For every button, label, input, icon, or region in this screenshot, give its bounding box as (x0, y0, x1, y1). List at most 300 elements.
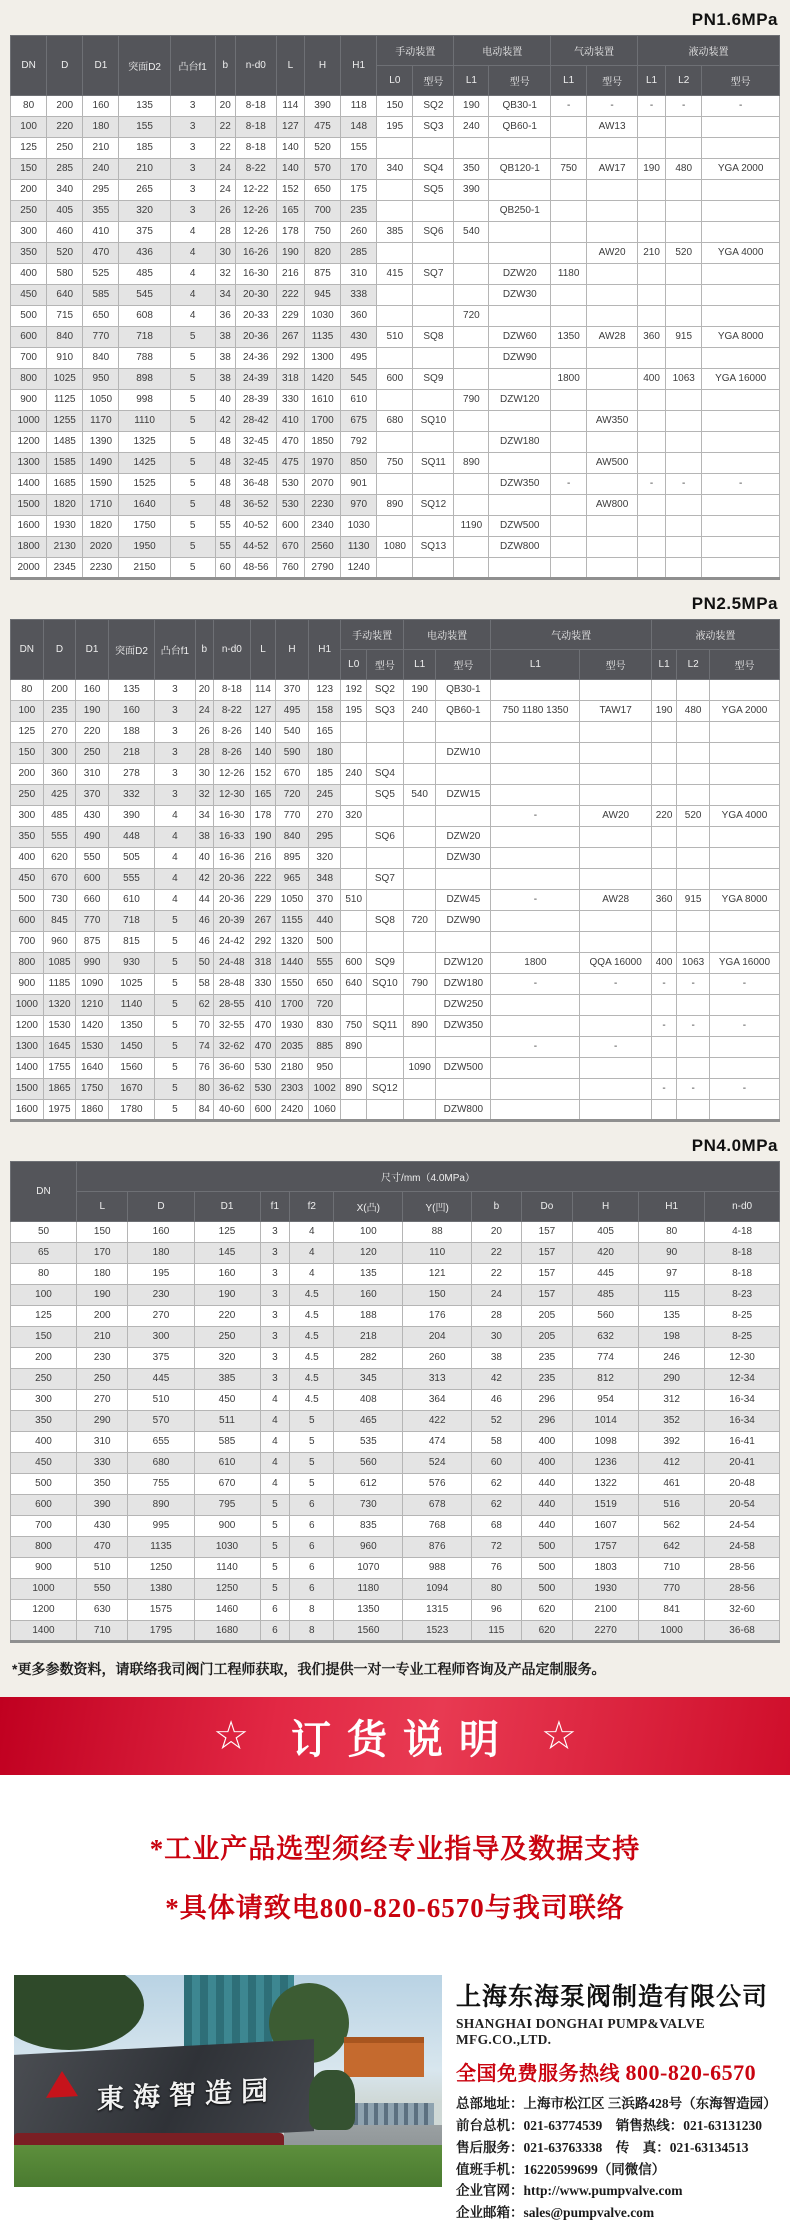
column-header: L (276, 36, 304, 96)
table-row (11, 1600, 780, 1621)
table-cell: 800 (11, 953, 44, 974)
table-cell: 965 (276, 869, 309, 890)
table-cell: 1485 (47, 432, 83, 453)
table-cell: 1014 (573, 1411, 639, 1432)
table-cell: DZW800 (436, 1100, 491, 1121)
table-cell (587, 474, 638, 495)
table-cell (651, 911, 676, 932)
table-cell (651, 869, 676, 890)
table-cell: 495 (341, 348, 377, 369)
column-header: 凸台f1 (155, 620, 196, 680)
column-header: X(凸) (334, 1192, 403, 1222)
table-cell (491, 764, 580, 785)
table-cell: 5 (290, 1474, 334, 1495)
table-cell (702, 201, 780, 222)
table-cell: DZW350 (436, 1016, 491, 1037)
table-cell: 535 (334, 1432, 403, 1453)
table-cell: 100 (11, 117, 47, 138)
table-row (11, 1474, 780, 1495)
table-cell: 730 (43, 890, 76, 911)
company-logo-icon (46, 2070, 78, 2098)
table-row (11, 495, 780, 516)
table-cell: 1063 (677, 953, 710, 974)
footer-section (0, 1775, 790, 2224)
table-row (11, 537, 780, 558)
table-cell (677, 680, 710, 701)
note-text: *更多参数资料，请联络我司阀门工程师获取，我们提供一对一专业工程师咨询及产品定制服务。 (12, 1661, 606, 1677)
table-cell: 835 (334, 1516, 403, 1537)
table-cell (377, 243, 413, 264)
table-cell (702, 516, 780, 537)
table-row (11, 1390, 780, 1411)
table-cell: 700 (304, 201, 340, 222)
column-header: D (47, 36, 83, 96)
table-cell: 60 (215, 558, 235, 579)
table-cell: 1400 (11, 1058, 44, 1079)
table-cell (366, 890, 403, 911)
table-cell (454, 285, 489, 306)
table-cell: 20-39 (213, 911, 250, 932)
table-cell: 1140 (194, 1558, 260, 1579)
table-cell: 310 (76, 764, 109, 785)
table-cell (587, 432, 638, 453)
table-cell: 485 (573, 1285, 639, 1306)
table-cell: 4 (155, 806, 196, 827)
table-cell: 345 (334, 1369, 403, 1390)
table-cell (702, 222, 780, 243)
table-cell: 390 (304, 96, 340, 117)
table-cell: 160 (194, 1264, 260, 1285)
table-cell (709, 827, 779, 848)
table-cell (587, 537, 638, 558)
column-header: b (215, 36, 235, 96)
table-cell: 900 (11, 1558, 77, 1579)
table-cell (666, 537, 702, 558)
table-cell: 680 (128, 1453, 194, 1474)
table-cell: SQ2 (413, 96, 454, 117)
table-cell: DZW90 (489, 348, 551, 369)
table-cell (454, 474, 489, 495)
table-cell: 180 (128, 1243, 194, 1264)
table-cell: 461 (639, 1474, 705, 1495)
table-cell: 235 (43, 701, 76, 722)
table-cell: 400 (521, 1453, 572, 1474)
table-cell: 4 (170, 222, 215, 243)
table-cell (413, 474, 454, 495)
table-cell: 250 (11, 785, 44, 806)
table-cell: 198 (639, 1327, 705, 1348)
table-cell: DZW90 (436, 911, 491, 932)
table-cell: 850 (341, 453, 377, 474)
table-cell: 1255 (47, 411, 83, 432)
table-cell (666, 222, 702, 243)
table-cell: 100 (11, 1285, 77, 1306)
table-cell (413, 558, 454, 579)
table-cell: 990 (76, 953, 109, 974)
table-cell: 190 (194, 1285, 260, 1306)
table-cell: 20-33 (235, 306, 276, 327)
table-cell (403, 953, 436, 974)
table-cell: 188 (108, 722, 154, 743)
table-cell (580, 785, 651, 806)
table-cell: 1803 (573, 1558, 639, 1579)
table-cell: 1607 (573, 1516, 639, 1537)
column-header: b (472, 1192, 522, 1222)
column-header: f1 (260, 1192, 290, 1222)
order-banner (0, 1697, 790, 1775)
table-cell (702, 138, 780, 159)
table-cell: 390 (77, 1495, 128, 1516)
table-cell: 620 (521, 1621, 572, 1642)
table-cell: 5 (170, 474, 215, 495)
table-cell: 292 (276, 348, 304, 369)
table-cell: 20 (215, 96, 235, 117)
table-cell: 4 (260, 1474, 290, 1495)
table-cell: TAW17 (580, 701, 651, 722)
table-cell: 2130 (47, 537, 83, 558)
table-cell: 1155 (276, 911, 309, 932)
table-cell: 5 (290, 1411, 334, 1432)
table-cell (491, 1016, 580, 1037)
table-cell: 5 (260, 1558, 290, 1579)
table-cell: 500 (521, 1579, 572, 1600)
table-cell: 205 (521, 1327, 572, 1348)
table-cell: 710 (77, 1621, 128, 1642)
table-cell: 1030 (194, 1537, 260, 1558)
column-header: 气动装置 (491, 620, 652, 650)
table-cell: 5 (290, 1432, 334, 1453)
table-cell: 1525 (119, 474, 170, 495)
table-cell: 229 (276, 306, 304, 327)
table-row (11, 764, 780, 785)
table-cell (677, 722, 710, 743)
table-cell: 576 (403, 1474, 472, 1495)
contact-line: 企业官网：http://www.pumpvalve.com (456, 2183, 683, 2199)
table-row (11, 264, 780, 285)
table-cell: 4 (170, 243, 215, 264)
table-cell: 180 (77, 1264, 128, 1285)
table-row (11, 785, 780, 806)
table-cell: 235 (521, 1369, 572, 1390)
table-cell (702, 306, 780, 327)
table-cell: DZW30 (489, 285, 551, 306)
column-header: DN (11, 620, 44, 680)
table-cell: 140 (250, 722, 275, 743)
column-header: L1 (651, 650, 676, 680)
table-cell: 80 (11, 1264, 77, 1285)
table-cell: SQ3 (413, 117, 454, 138)
table-cell: 310 (77, 1432, 128, 1453)
table-cell: 58 (195, 974, 213, 995)
table-cell (580, 743, 651, 764)
table-row (11, 1453, 780, 1474)
table-cell: 830 (308, 1016, 341, 1037)
table-cell (709, 995, 779, 1016)
column-header: 气动装置 (551, 36, 638, 66)
table-cell: 160 (76, 680, 109, 701)
table-cell: 3 (155, 785, 196, 806)
table-cell (436, 1079, 491, 1100)
table-cell: 670 (276, 764, 309, 785)
table-cell (637, 453, 665, 474)
table-cell: AW20 (580, 806, 651, 827)
table-cell: 246 (639, 1348, 705, 1369)
table-cell: 235 (521, 1348, 572, 1369)
table-cell: 876 (403, 1537, 472, 1558)
table-cell: 1090 (76, 974, 109, 995)
table-cell: 412 (639, 1453, 705, 1474)
table-cell: 2790 (304, 558, 340, 579)
table-cell: 32-45 (235, 453, 276, 474)
table-cell (580, 1079, 651, 1100)
table-cell (580, 932, 651, 953)
column-header: Y(凹) (403, 1192, 472, 1222)
table-cell: 1795 (128, 1621, 194, 1642)
table-cell: 4 (290, 1222, 334, 1243)
table-cell (677, 869, 710, 890)
table-cell: 1380 (128, 1579, 194, 1600)
table-cell: 700 (11, 932, 44, 953)
table-cell: 500 (11, 890, 44, 911)
table-cell (677, 995, 710, 1016)
table-cell: 42 (195, 869, 213, 890)
table-cell: AW28 (580, 890, 651, 911)
table-cell: 28 (215, 222, 235, 243)
table-cell (491, 995, 580, 1016)
table-cell (377, 306, 413, 327)
table-cell: 480 (677, 701, 710, 722)
table-cell: 670 (43, 869, 76, 890)
table-cell: SQ10 (366, 974, 403, 995)
table-cell: 152 (250, 764, 275, 785)
table-cell: 296 (521, 1390, 572, 1411)
table-cell (637, 285, 665, 306)
table-cell (341, 911, 366, 932)
table-cell: 32 (215, 264, 235, 285)
table-cell: 540 (403, 785, 436, 806)
column-header: L1 (491, 650, 580, 680)
table-cell: 190 (403, 680, 436, 701)
table-cell: 55 (215, 537, 235, 558)
table-cell (341, 869, 366, 890)
table-cell (651, 785, 676, 806)
table-cell: 1930 (47, 516, 83, 537)
table-cell (587, 222, 638, 243)
table-cell: 40 (195, 848, 213, 869)
table-cell: 3 (260, 1327, 290, 1348)
table-cell: 1500 (11, 1079, 44, 1100)
table-cell: 8-18 (705, 1264, 780, 1285)
table-cell: 80 (195, 1079, 213, 1100)
table-cell: 390 (454, 180, 489, 201)
table-cell: QB30-1 (436, 680, 491, 701)
column-header: 型号 (709, 650, 779, 680)
table-cell (709, 680, 779, 701)
table-cell: 5 (260, 1495, 290, 1516)
table-cell: 140 (276, 159, 304, 180)
table-cell (702, 348, 780, 369)
table-cell: 80 (639, 1222, 705, 1243)
table-cell: 480 (666, 159, 702, 180)
table-cell: 510 (341, 890, 366, 911)
table-cell (551, 201, 587, 222)
table-cell (580, 722, 651, 743)
table-row (11, 306, 780, 327)
table-cell: 510 (77, 1558, 128, 1579)
table-cell (702, 180, 780, 201)
table-cell: 290 (639, 1369, 705, 1390)
column-header: Do (521, 1192, 572, 1222)
table-cell: 608 (119, 306, 170, 327)
table-cell (637, 201, 665, 222)
table-cell: 400 (521, 1432, 572, 1453)
table-cell: 150 (377, 96, 413, 117)
table-cell (709, 911, 779, 932)
contact-line: 前台总机：021-63774539 销售热线：021-63131230 (456, 2117, 762, 2133)
table-cell: 1025 (108, 974, 154, 995)
table-cell: 750 (304, 222, 340, 243)
table-cell: 5 (155, 1100, 196, 1121)
table-cell: 800 (11, 369, 47, 390)
table-cell (454, 138, 489, 159)
table-cell: - (491, 974, 580, 995)
table-cell (666, 180, 702, 201)
tree-image (14, 1975, 144, 2050)
table-cell: 278 (108, 764, 154, 785)
table-cell: 127 (276, 117, 304, 138)
table-cell: 2150 (119, 558, 170, 579)
table-cell: QB30-1 (489, 96, 551, 117)
table-row (11, 806, 780, 827)
table-cell: 600 (377, 369, 413, 390)
table-cell (491, 1100, 580, 1121)
table-title-pn16: PN1.6MPa (691, 10, 778, 29)
table-cell: 8-26 (213, 722, 250, 743)
table-cell: 6 (290, 1516, 334, 1537)
table-cell (413, 390, 454, 411)
table-cell: 1550 (276, 974, 309, 995)
table-cell: AW20 (587, 243, 638, 264)
table-cell (580, 995, 651, 1016)
table-title-pn40: PN4.0MPa (691, 1136, 778, 1155)
table-cell (489, 558, 551, 579)
table-cell: DZW180 (489, 432, 551, 453)
table-cell: 150 (11, 159, 47, 180)
table-cell (666, 201, 702, 222)
table-cell: 580 (47, 264, 83, 285)
table-cell (666, 453, 702, 474)
table-cell: 420 (573, 1243, 639, 1264)
table-cell: 12-26 (235, 201, 276, 222)
table-cell (454, 411, 489, 432)
table-cell: 3 (155, 701, 196, 722)
table-cell: SQ12 (366, 1079, 403, 1100)
column-header: L1 (637, 66, 665, 96)
table-cell: 121 (403, 1264, 472, 1285)
table-cell (637, 264, 665, 285)
table-cell: 320 (119, 201, 170, 222)
table-cell (587, 201, 638, 222)
table-cell: SQ5 (366, 785, 403, 806)
table-cell: 1685 (47, 474, 83, 495)
table-cell: 5 (155, 1079, 196, 1100)
column-header: 型号 (580, 650, 651, 680)
table-cell (489, 495, 551, 516)
table-cell: 8-23 (705, 1285, 780, 1306)
table-cell: 204 (403, 1327, 472, 1348)
table-cell (436, 722, 491, 743)
table-cell: 1030 (341, 516, 377, 537)
table-cell: 750 (551, 159, 587, 180)
table-cell (651, 722, 676, 743)
table-cell: 76 (195, 1058, 213, 1079)
table-cell: 16-30 (235, 264, 276, 285)
table-cell: 2230 (304, 495, 340, 516)
table-cell: 24-48 (213, 953, 250, 974)
table-cell: 610 (194, 1453, 260, 1474)
table-cell: 1063 (666, 369, 702, 390)
table-cell: 3 (155, 722, 196, 743)
table-row (11, 1621, 780, 1642)
table-cell (677, 827, 710, 848)
table-cell: 20-36 (235, 327, 276, 348)
table-cell: - (666, 474, 702, 495)
table-cell: 440 (521, 1495, 572, 1516)
table-cell: 165 (276, 201, 304, 222)
table-row (11, 390, 780, 411)
table-cell: YGA 2000 (709, 701, 779, 722)
table-cell: DZW10 (436, 743, 491, 764)
table-cell: 175 (341, 180, 377, 201)
table-cell: 718 (108, 911, 154, 932)
table-row (11, 827, 780, 848)
table-cell: 1610 (304, 390, 340, 411)
table-cell: 24 (215, 159, 235, 180)
table-cell: 8-18 (213, 680, 250, 701)
table-cell: 1180 (551, 264, 587, 285)
table-cell: 400 (11, 848, 44, 869)
table-cell: 470 (276, 432, 304, 453)
table-cell (666, 495, 702, 516)
table-cell: 250 (77, 1369, 128, 1390)
table-cell (341, 785, 366, 806)
table-cell (587, 138, 638, 159)
table-row (11, 701, 780, 722)
lawn-image (14, 2145, 442, 2187)
table-row (11, 159, 780, 180)
table-cell: 900 (194, 1516, 260, 1537)
dimension-table (10, 619, 780, 1122)
table-cell (709, 1058, 779, 1079)
table-cell: 530 (276, 495, 304, 516)
table-cell (702, 432, 780, 453)
table-cell (489, 138, 551, 159)
table-cell: 16-26 (235, 243, 276, 264)
table-cell: AW500 (587, 453, 638, 474)
table-cell (491, 869, 580, 890)
table-cell: 135 (119, 96, 170, 117)
company-name-en: SHANGHAI DONGHAI PUMP&VALVE MFG.CO.,LTD. (456, 2016, 705, 2047)
table-cell: 20-36 (213, 869, 250, 890)
table-cell: SQ2 (366, 680, 403, 701)
table-cell: 1800 (491, 953, 580, 974)
table-cell: 123 (308, 680, 341, 701)
column-header: DN (11, 1162, 77, 1222)
table-cell: 4 (170, 285, 215, 306)
table-cell: - (677, 1016, 710, 1037)
table-cell: 890 (128, 1495, 194, 1516)
table-cell: 405 (47, 201, 83, 222)
